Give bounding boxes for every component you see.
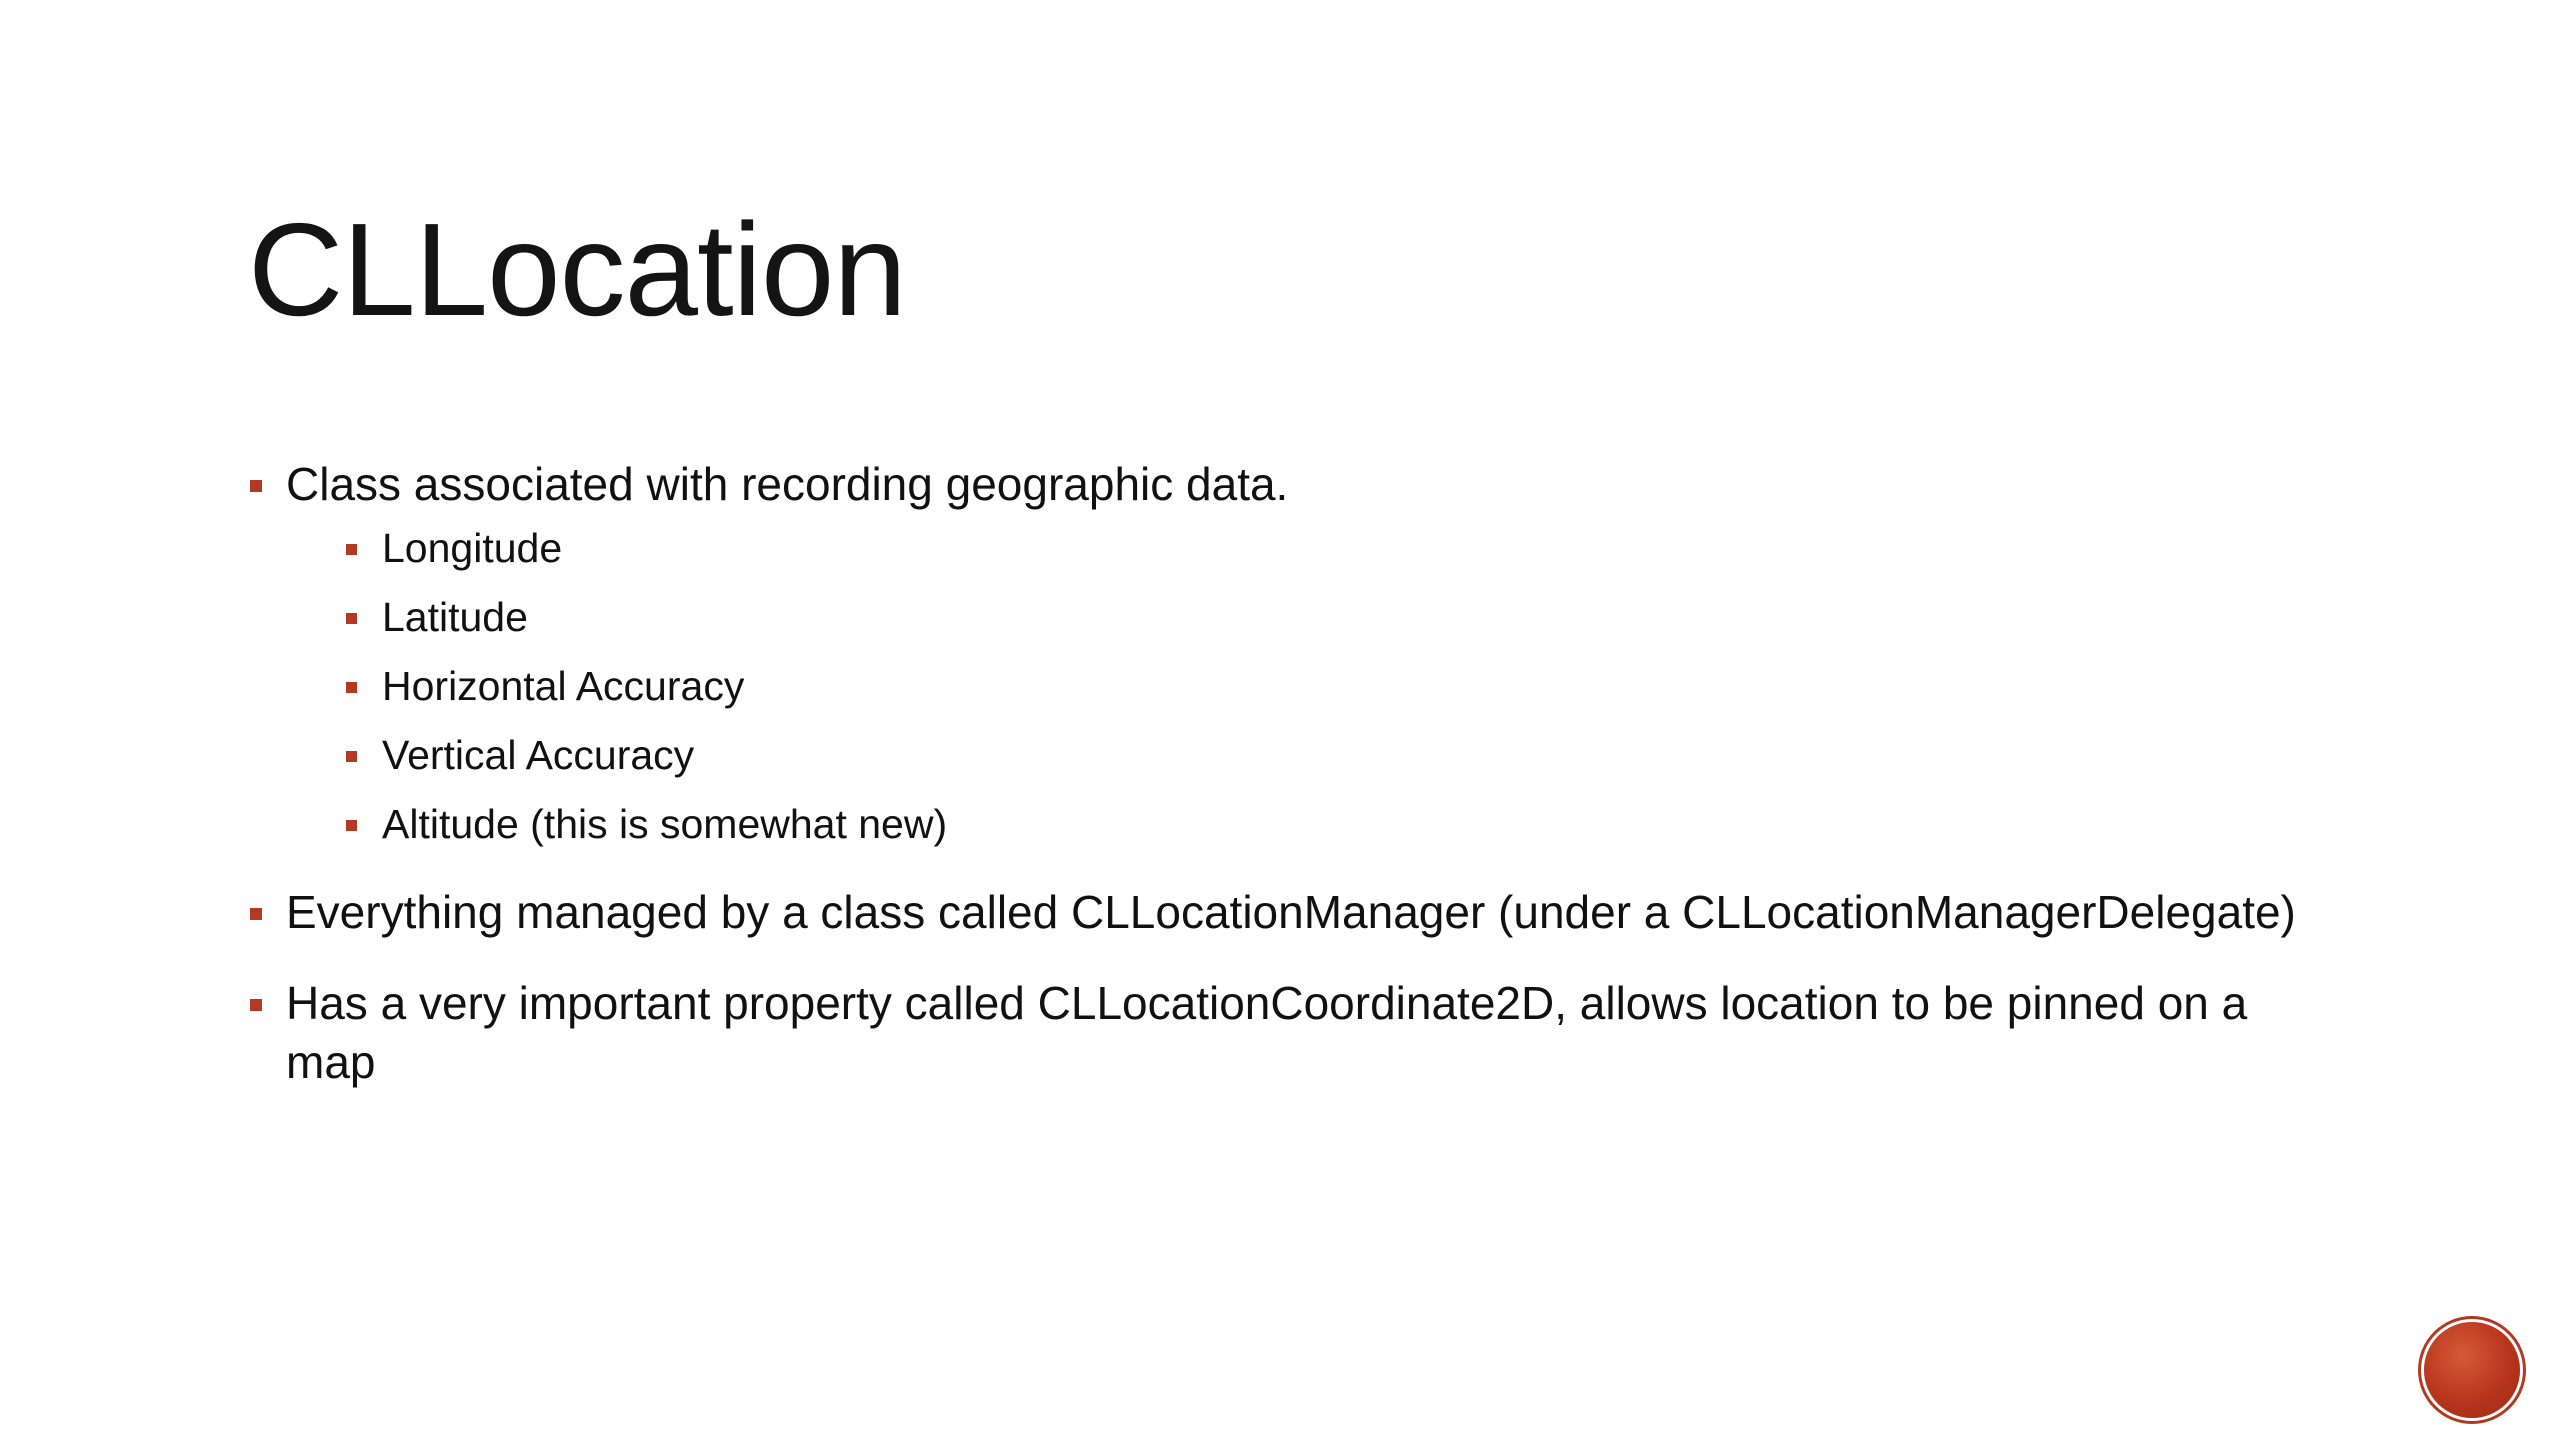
sub-bullet-item [286,729,2348,782]
sub-bullet-item [286,660,2348,713]
bullet-text: Class associated with recording geographic data. [286,458,1289,510]
bullet-square-icon [250,480,262,492]
bullet-square-icon [346,613,357,624]
bullet-item [248,455,2348,851]
bullet-item [248,974,2348,1092]
sub-bullet-item [286,591,2348,644]
bullet-item [248,883,2348,942]
bullet-text: Everything managed by a class called CLLocationManager (under a CLLocationManagerDelegate) [286,886,2296,938]
slide-title: CLLocation [248,196,906,343]
bullet-text: Has a very important property called CLLocationCoordinate2D, allows location to be pinned on a map [286,977,2248,1088]
sub-bullet-text: Vertical Accuracy [382,732,695,778]
bullet-square-icon [346,820,357,831]
page-number-badge [2424,1322,2520,1418]
sub-bullet-item [286,798,2348,851]
sub-bullet-text: Altitude (this is somewhat new) [382,801,948,847]
sub-bullet-list [286,522,2348,851]
sub-bullet-text: Latitude [382,594,528,640]
sub-bullet-text: Longitude [382,525,563,571]
bullet-square-icon [346,544,357,555]
page-number [2424,1322,2520,1418]
bullet-square-icon [346,751,357,762]
bullet-square-icon [250,999,262,1011]
sub-bullet-text: Horizontal Accuracy [382,663,745,709]
bullet-square-icon [250,908,262,920]
slide-content [248,455,2348,1124]
sub-bullet-item [286,522,2348,575]
bullet-square-icon [346,682,357,693]
